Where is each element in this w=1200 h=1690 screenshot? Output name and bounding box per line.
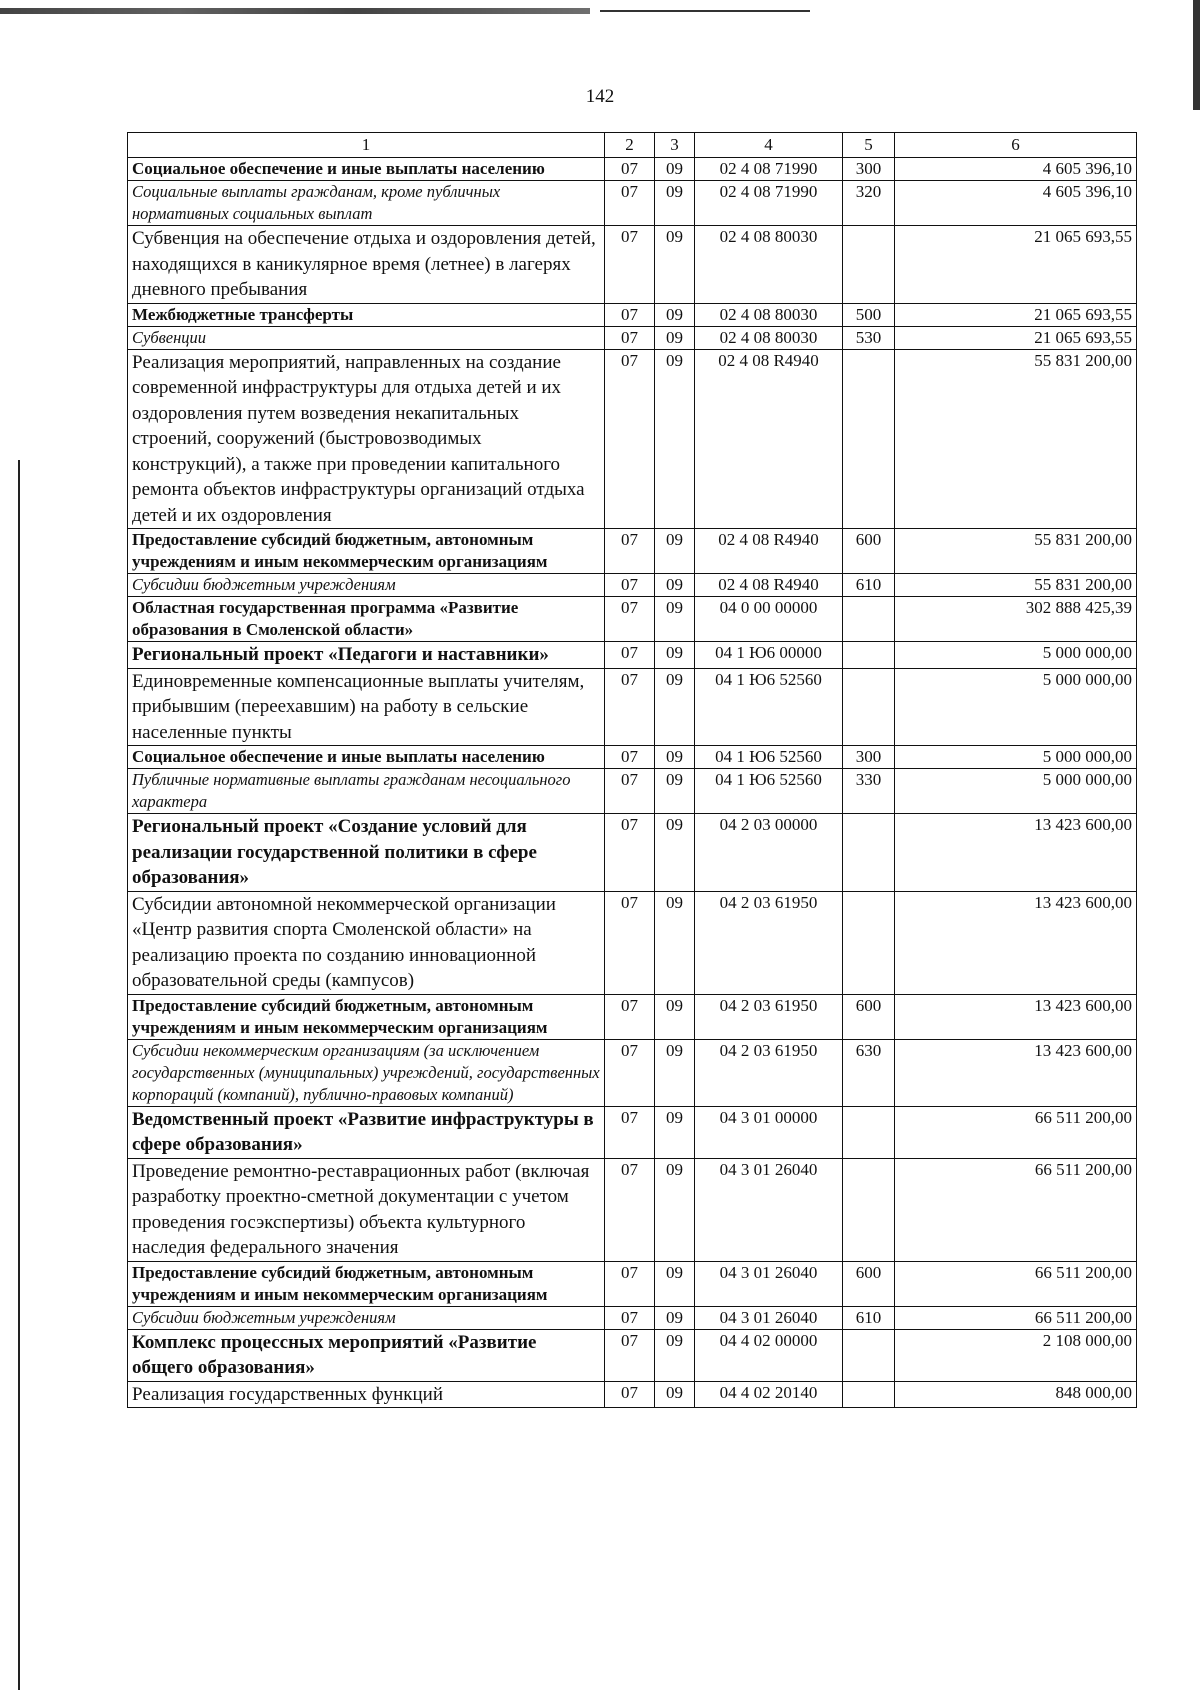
row-target-code-cell: 02 4 08 R4940	[695, 574, 843, 597]
row-expense-type-cell: 530	[843, 326, 895, 349]
row-subsection-cell: 09	[655, 574, 695, 597]
row-expense-type-cell: 300	[843, 158, 895, 181]
row-subsection-cell: 09	[655, 326, 695, 349]
row-target-code-cell: 02 4 08 71990	[695, 158, 843, 181]
page-number: 142	[585, 86, 615, 107]
row-subsection-cell: 09	[655, 303, 695, 326]
row-target-code-cell: 02 4 08 R4940	[695, 349, 843, 529]
header-cell: 4	[695, 133, 843, 158]
table-row	[128, 1039, 1137, 1106]
header-cell: 5	[843, 133, 895, 158]
row-amount-cell: 66 511 200,00	[895, 1261, 1137, 1306]
row-name-cell: Предоставление субсидий бюджетным, автономным учреждениям и иным некоммерческим организациям	[128, 994, 605, 1039]
row-subsection-cell: 09	[655, 181, 695, 226]
row-subsection-cell: 09	[655, 1329, 695, 1381]
table-row	[128, 1106, 1137, 1158]
row-target-code-cell: 04 1 Ю6 00000	[695, 642, 843, 669]
table-row	[128, 303, 1137, 326]
row-amount-cell: 5 000 000,00	[895, 668, 1137, 746]
row-amount-cell: 5 000 000,00	[895, 642, 1137, 669]
table-row	[128, 574, 1137, 597]
row-section-cell: 07	[605, 226, 655, 304]
row-expense-type-cell: 600	[843, 1261, 895, 1306]
row-target-code-cell: 04 4 02 20140	[695, 1381, 843, 1408]
row-subsection-cell: 09	[655, 746, 695, 769]
header-cell: 1	[128, 133, 605, 158]
budget-table	[127, 132, 1137, 1408]
row-section-cell: 07	[605, 158, 655, 181]
row-name-cell: Межбюджетные трансферты	[128, 303, 605, 326]
header-cell: 6	[895, 133, 1137, 158]
row-amount-cell: 66 511 200,00	[895, 1158, 1137, 1261]
row-name-cell: Субсидии бюджетным учреждениям	[128, 1306, 605, 1329]
row-expense-type-cell	[843, 1106, 895, 1158]
row-amount-cell: 21 065 693,55	[895, 303, 1137, 326]
row-name-cell: Проведение ремонтно-реставрационных работ (включая разработку проектно-сметной документации с учетом проведения госэкспертизы) объекта культурного наследия федерального значения	[128, 1158, 605, 1261]
row-amount-cell: 4 605 396,10	[895, 181, 1137, 226]
row-name-cell: Субвенции	[128, 326, 605, 349]
table-row	[128, 326, 1137, 349]
row-amount-cell: 13 423 600,00	[895, 994, 1137, 1039]
table-row	[128, 158, 1137, 181]
row-name-cell: Субсидии некоммерческим организациям (за исключением государственных (муниципальных) учреждений, государственных корпораций (компаний), публично-правовых компаний)	[128, 1039, 605, 1106]
table-row	[128, 814, 1137, 892]
row-subsection-cell: 09	[655, 1306, 695, 1329]
row-target-code-cell: 02 4 08 71990	[695, 181, 843, 226]
row-subsection-cell: 09	[655, 1039, 695, 1106]
row-name-cell: Социальные выплаты гражданам, кроме публичных нормативных социальных выплат	[128, 181, 605, 226]
table-row	[128, 994, 1137, 1039]
row-name-cell: Реализация государственных функций	[128, 1381, 605, 1408]
row-subsection-cell: 09	[655, 226, 695, 304]
row-target-code-cell: 04 0 00 00000	[695, 597, 843, 642]
scan-artifact-top	[0, 8, 590, 14]
table-row	[128, 769, 1137, 814]
row-subsection-cell: 09	[655, 994, 695, 1039]
row-expense-type-cell	[843, 597, 895, 642]
row-section-cell: 07	[605, 326, 655, 349]
table-row	[128, 226, 1137, 304]
row-target-code-cell: 04 2 03 00000	[695, 814, 843, 892]
row-section-cell: 07	[605, 303, 655, 326]
row-name-cell: Социальное обеспечение и иные выплаты населению	[128, 746, 605, 769]
table-header-row	[128, 133, 1137, 158]
row-amount-cell: 21 065 693,55	[895, 226, 1137, 304]
row-expense-type-cell	[843, 349, 895, 529]
row-amount-cell: 2 108 000,00	[895, 1329, 1137, 1381]
row-expense-type-cell: 630	[843, 1039, 895, 1106]
row-name-cell: Областная государственная программа «Развитие образования в Смоленской области»	[128, 597, 605, 642]
row-name-cell: Субсидии бюджетным учреждениям	[128, 574, 605, 597]
row-section-cell: 07	[605, 529, 655, 574]
row-section-cell: 07	[605, 574, 655, 597]
table-row	[128, 349, 1137, 529]
row-amount-cell: 13 423 600,00	[895, 1039, 1137, 1106]
row-amount-cell: 55 831 200,00	[895, 529, 1137, 574]
row-target-code-cell: 04 2 03 61950	[695, 994, 843, 1039]
row-expense-type-cell	[843, 891, 895, 994]
table-row	[128, 668, 1137, 746]
row-target-code-cell: 04 3 01 26040	[695, 1158, 843, 1261]
row-expense-type-cell	[843, 226, 895, 304]
table-row	[128, 1306, 1137, 1329]
row-section-cell: 07	[605, 1039, 655, 1106]
row-expense-type-cell: 600	[843, 529, 895, 574]
table-row	[128, 1381, 1137, 1408]
row-expense-type-cell: 330	[843, 769, 895, 814]
scan-artifact-top-line	[600, 10, 810, 12]
table-row	[128, 1158, 1137, 1261]
row-subsection-cell: 09	[655, 1106, 695, 1158]
row-target-code-cell: 04 2 03 61950	[695, 891, 843, 994]
row-target-code-cell: 02 4 08 80030	[695, 326, 843, 349]
row-section-cell: 07	[605, 1261, 655, 1306]
row-subsection-cell: 09	[655, 1158, 695, 1261]
row-expense-type-cell	[843, 1158, 895, 1261]
table-row	[128, 1261, 1137, 1306]
row-name-cell: Единовременные компенсационные выплаты учителям, прибывшим (переехавшим) на работу в сельские населенные пункты	[128, 668, 605, 746]
row-target-code-cell: 02 4 08 80030	[695, 303, 843, 326]
row-subsection-cell: 09	[655, 1261, 695, 1306]
row-subsection-cell: 09	[655, 349, 695, 529]
row-amount-cell: 13 423 600,00	[895, 891, 1137, 994]
row-name-cell: Субвенция на обеспечение отдыха и оздоровления детей, находящихся в каникулярное время (летнее) в лагерях дневного пребывания	[128, 226, 605, 304]
row-section-cell: 07	[605, 349, 655, 529]
row-name-cell: Реализация мероприятий, направленных на создание современной инфраструктуры для отдыха детей и их оздоровления путем возведения некапитальных строений, сооружений (быстровозводимых конструкций), а также при проведении капитального ремонта объектов инфраструктуры организаций отдыха детей и их оздоровления	[128, 349, 605, 529]
row-name-cell: Субсидии автономной некоммерческой организации «Центр развития спорта Смоленской области» на реализацию проекта по созданию инновационной образовательной среды (кампусов)	[128, 891, 605, 994]
row-target-code-cell: 04 3 01 26040	[695, 1306, 843, 1329]
row-target-code-cell: 02 4 08 R4940	[695, 529, 843, 574]
table-row	[128, 746, 1137, 769]
row-section-cell: 07	[605, 642, 655, 669]
row-name-cell: Комплекс процессных мероприятий «Развитие общего образования»	[128, 1329, 605, 1381]
row-amount-cell: 848 000,00	[895, 1381, 1137, 1408]
row-expense-type-cell: 610	[843, 574, 895, 597]
row-subsection-cell: 09	[655, 642, 695, 669]
row-subsection-cell: 09	[655, 158, 695, 181]
row-section-cell: 07	[605, 1106, 655, 1158]
header-cell: 3	[655, 133, 695, 158]
row-target-code-cell: 04 4 02 00000	[695, 1329, 843, 1381]
table-row	[128, 597, 1137, 642]
row-expense-type-cell	[843, 1381, 895, 1408]
row-target-code-cell: 04 3 01 26040	[695, 1261, 843, 1306]
row-expense-type-cell	[843, 642, 895, 669]
row-amount-cell: 55 831 200,00	[895, 349, 1137, 529]
row-target-code-cell: 04 2 03 61950	[695, 1039, 843, 1106]
row-section-cell: 07	[605, 1329, 655, 1381]
row-target-code-cell: 02 4 08 80030	[695, 226, 843, 304]
row-section-cell: 07	[605, 891, 655, 994]
row-section-cell: 07	[605, 1158, 655, 1261]
row-expense-type-cell: 300	[843, 746, 895, 769]
row-amount-cell: 21 065 693,55	[895, 326, 1137, 349]
row-expense-type-cell: 500	[843, 303, 895, 326]
row-subsection-cell: 09	[655, 529, 695, 574]
row-subsection-cell: 09	[655, 769, 695, 814]
row-subsection-cell: 09	[655, 891, 695, 994]
row-target-code-cell: 04 1 Ю6 52560	[695, 668, 843, 746]
row-name-cell: Предоставление субсидий бюджетным, автономным учреждениям и иным некоммерческим организациям	[128, 529, 605, 574]
row-name-cell: Публичные нормативные выплаты гражданам несоциального характера	[128, 769, 605, 814]
table-row	[128, 529, 1137, 574]
row-section-cell: 07	[605, 769, 655, 814]
row-section-cell: 07	[605, 1381, 655, 1408]
row-amount-cell: 5 000 000,00	[895, 746, 1137, 769]
row-target-code-cell: 04 3 01 00000	[695, 1106, 843, 1158]
row-subsection-cell: 09	[655, 668, 695, 746]
row-section-cell: 07	[605, 994, 655, 1039]
row-section-cell: 07	[605, 746, 655, 769]
row-section-cell: 07	[605, 597, 655, 642]
table-row	[128, 181, 1137, 226]
row-name-cell: Региональный проект «Педагоги и наставники»	[128, 642, 605, 669]
row-amount-cell: 13 423 600,00	[895, 814, 1137, 892]
row-amount-cell: 66 511 200,00	[895, 1306, 1137, 1329]
row-expense-type-cell	[843, 668, 895, 746]
row-section-cell: 07	[605, 181, 655, 226]
table-row	[128, 642, 1137, 669]
row-expense-type-cell	[843, 1329, 895, 1381]
row-expense-type-cell: 320	[843, 181, 895, 226]
row-amount-cell: 66 511 200,00	[895, 1106, 1137, 1158]
row-name-cell: Предоставление субсидий бюджетным, автономным учреждениям и иным некоммерческим организациям	[128, 1261, 605, 1306]
row-expense-type-cell	[843, 814, 895, 892]
row-subsection-cell: 09	[655, 1381, 695, 1408]
row-subsection-cell: 09	[655, 597, 695, 642]
row-section-cell: 07	[605, 814, 655, 892]
row-expense-type-cell: 610	[843, 1306, 895, 1329]
row-section-cell: 07	[605, 1306, 655, 1329]
row-amount-cell: 55 831 200,00	[895, 574, 1137, 597]
row-subsection-cell: 09	[655, 814, 695, 892]
table-row	[128, 1329, 1137, 1381]
scan-artifact-left-edge	[18, 460, 20, 1690]
row-name-cell: Региональный проект «Создание условий для реализации государственной политики в сфере образования»	[128, 814, 605, 892]
row-expense-type-cell: 600	[843, 994, 895, 1039]
row-name-cell: Ведомственный проект «Развитие инфраструктуры в сфере образования»	[128, 1106, 605, 1158]
row-section-cell: 07	[605, 668, 655, 746]
row-amount-cell: 5 000 000,00	[895, 769, 1137, 814]
row-target-code-cell: 04 1 Ю6 52560	[695, 769, 843, 814]
row-amount-cell: 302 888 425,39	[895, 597, 1137, 642]
row-target-code-cell: 04 1 Ю6 52560	[695, 746, 843, 769]
header-cell: 2	[605, 133, 655, 158]
row-amount-cell: 4 605 396,10	[895, 158, 1137, 181]
table-row	[128, 891, 1137, 994]
row-name-cell: Социальное обеспечение и иные выплаты населению	[128, 158, 605, 181]
